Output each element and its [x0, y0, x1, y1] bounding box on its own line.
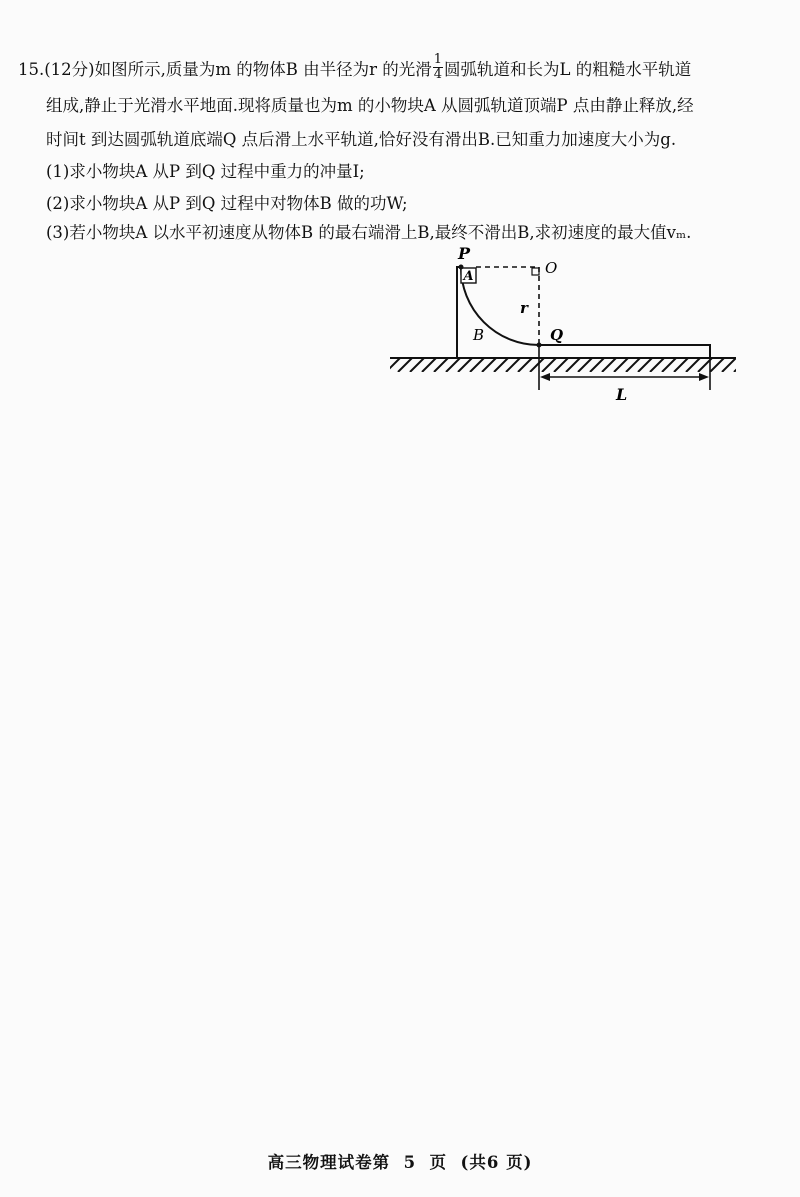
question-line-1: [18, 52, 692, 82]
fraction-one-quarter: [433, 53, 443, 82]
page-footer: 高三物理试卷第 5 页 (共6 页): [267, 1153, 533, 1172]
label-p: P: [458, 244, 471, 263]
point-p: [459, 265, 464, 270]
label-r: r: [520, 299, 528, 317]
sub-question-3: (3)若小物块A 以水平初速度从物体B 的最右端滑上B,最终不滑出B,求初速度的最大值vₘ.: [46, 223, 692, 242]
question-text-1a: 15.(12分)如图所示,质量为m 的物体B 由半径为r 的光滑: [18, 60, 432, 79]
sub-question-1: (1)求小物块A 从P 到Q 过程中重力的冲量I;: [46, 162, 365, 181]
label-o: O: [545, 259, 558, 277]
right-angle-mark: [532, 268, 539, 275]
question-line-3: 时间t 到达圆弧轨道底端Q 点后滑上水平轨道,恰好没有滑出B.已知重力加速度大小为g.: [46, 130, 677, 149]
label-l: L: [616, 385, 628, 404]
dimension-arrow-right: [699, 373, 709, 381]
fraction-denominator: 4: [433, 67, 443, 82]
dimension-arrow-left: [540, 373, 550, 381]
track-body-b: [457, 267, 710, 358]
label-q: Q: [550, 326, 564, 344]
block-a-label: A: [463, 269, 474, 284]
ground-hatching: [386, 358, 748, 372]
label-b: B: [473, 326, 485, 344]
sub-question-2: (2)求小物块A 从P 到Q 过程中对物体B 做的功W;: [46, 194, 408, 213]
fraction-numerator: 1: [433, 52, 443, 67]
track-diagram: [380, 240, 750, 405]
question-text-1b: 圆弧轨道和长为L 的粗糙水平轨道: [444, 60, 692, 79]
question-line-2: 组成,静止于光滑水平地面.现将质量也为m 的小物块A 从圆弧轨道顶端P 点由静止释放,经: [46, 96, 694, 115]
